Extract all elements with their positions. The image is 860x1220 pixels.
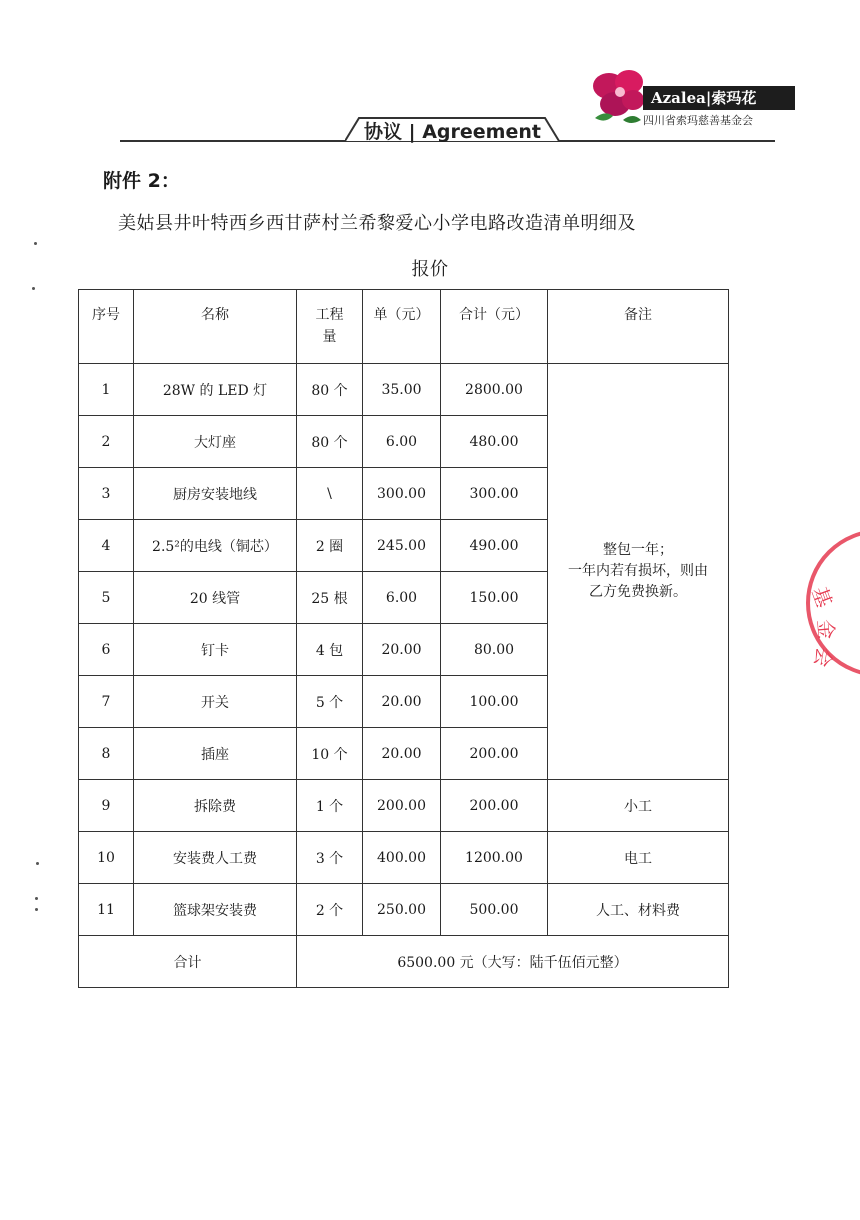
attachment-label: 附件 2：	[103, 170, 180, 192]
scan-speck	[36, 862, 39, 865]
logo-latin: Azalea	[651, 89, 706, 107]
header-qty-text: 工程量	[315, 307, 344, 345]
document-title: 美姑县井叶特西乡西甘萨村兰希黎爱心小学电路改造清单明细及	[118, 213, 636, 234]
cell-no: 6	[79, 624, 134, 676]
note-line: 一年内若有损坏，则由	[568, 563, 708, 579]
cell-qty: 25 根	[297, 572, 363, 624]
document-title-cont: 报价	[411, 259, 449, 280]
cell-name: 28W 的 LED 灯	[134, 364, 297, 416]
cell-note: 小工	[548, 780, 729, 832]
scan-speck	[34, 242, 37, 245]
note-line: 整包一年；	[603, 542, 673, 558]
cell-qty: 2 圈	[297, 520, 363, 572]
merged-note-cell	[548, 364, 729, 780]
cell-sum: 1200.00	[441, 832, 548, 884]
cell-unit: 400.00	[363, 832, 441, 884]
cell-qty: 80 个	[297, 416, 363, 468]
cell-unit: 20.00	[363, 676, 441, 728]
svg-text:基: 基	[807, 583, 837, 611]
cell-sum: 80.00	[441, 624, 548, 676]
cell-name: 大灯座	[134, 416, 297, 468]
cell-sum: 500.00	[441, 884, 548, 936]
cell-no: 10	[79, 832, 134, 884]
total-label: 合计	[79, 936, 297, 988]
cell-name: 安装费人工费	[134, 832, 297, 884]
total-value: 6500.00 元（大写：陆千伍佰元整）	[297, 936, 729, 988]
seal-stamp-icon	[790, 528, 860, 678]
svg-text:会: 会	[809, 645, 837, 669]
cell-unit: 245.00	[363, 520, 441, 572]
cell-no: 3	[79, 468, 134, 520]
cell-qty: 5 个	[297, 676, 363, 728]
cell-name: 20 线管	[134, 572, 297, 624]
cell-unit: 20.00	[363, 728, 441, 780]
cell-unit: 35.00	[363, 364, 441, 416]
cell-qty: 1 个	[297, 780, 363, 832]
svg-text:金: 金	[813, 618, 839, 641]
cell-unit: 200.00	[363, 780, 441, 832]
cell-sum: 490.00	[441, 520, 548, 572]
logo-cn: 索玛花	[711, 89, 757, 107]
cell-no: 2	[79, 416, 134, 468]
cell-sum: 100.00	[441, 676, 548, 728]
cell-unit: 6.00	[363, 572, 441, 624]
cell-sum: 480.00	[441, 416, 548, 468]
cell-no: 4	[79, 520, 134, 572]
cell-sum: 200.00	[441, 780, 548, 832]
cell-sum: 150.00	[441, 572, 548, 624]
logo-banner: Azalea|索玛花	[643, 86, 795, 110]
header-unit: 单（元）	[363, 290, 441, 364]
cell-sum: 300.00	[441, 468, 548, 520]
header-sum: 合计（元）	[441, 290, 548, 364]
cell-name: 插座	[134, 728, 297, 780]
cell-name: 开关	[134, 676, 297, 728]
quotation-table	[78, 289, 729, 988]
cell-name: 篮球架安装费	[134, 884, 297, 936]
cell-unit: 6.00	[363, 416, 441, 468]
table-header-row	[79, 290, 729, 364]
cell-unit: 300.00	[363, 468, 441, 520]
cell-qty: \	[297, 468, 363, 520]
cell-note: 电工	[548, 832, 729, 884]
cell-sum: 200.00	[441, 728, 548, 780]
header-tab	[345, 116, 560, 148]
cell-qty: 80 个	[297, 364, 363, 416]
cell-no: 9	[79, 780, 134, 832]
note-line: 乙方免费换新。	[589, 584, 687, 600]
cell-name: 2.5²的电线（铜芯）	[134, 520, 297, 572]
header-name: 名称	[134, 290, 297, 364]
cell-qty: 3 个	[297, 832, 363, 884]
cell-no: 1	[79, 364, 134, 416]
table-row	[79, 780, 729, 832]
cell-qty: 2 个	[297, 884, 363, 936]
scan-speck	[35, 908, 38, 911]
table-row	[79, 832, 729, 884]
cell-note: 人工、材料费	[548, 884, 729, 936]
page-header-title: 协议 | Agreement	[364, 121, 541, 143]
table-row	[79, 364, 729, 416]
cell-name: 厨房安装地线	[134, 468, 297, 520]
table-total-row	[79, 936, 729, 988]
scan-speck	[35, 897, 38, 900]
seal-stamp	[790, 528, 860, 678]
cell-no: 7	[79, 676, 134, 728]
cell-unit: 250.00	[363, 884, 441, 936]
table-row	[79, 884, 729, 936]
cell-qty: 4 包	[297, 624, 363, 676]
cell-sum: 2800.00	[441, 364, 548, 416]
cell-name: 钉卡	[134, 624, 297, 676]
header-no: 序号	[79, 290, 134, 364]
cell-unit: 20.00	[363, 624, 441, 676]
foundation-logo	[585, 60, 785, 130]
cell-name: 拆除费	[134, 780, 297, 832]
cell-no: 8	[79, 728, 134, 780]
cell-qty: 10 个	[297, 728, 363, 780]
cell-no: 5	[79, 572, 134, 624]
cell-no: 11	[79, 884, 134, 936]
header-qty	[297, 290, 363, 364]
header-note: 备注	[548, 290, 729, 364]
scan-speck	[32, 287, 35, 290]
logo-subtitle: 四川省索玛慈善基金会	[643, 114, 753, 127]
